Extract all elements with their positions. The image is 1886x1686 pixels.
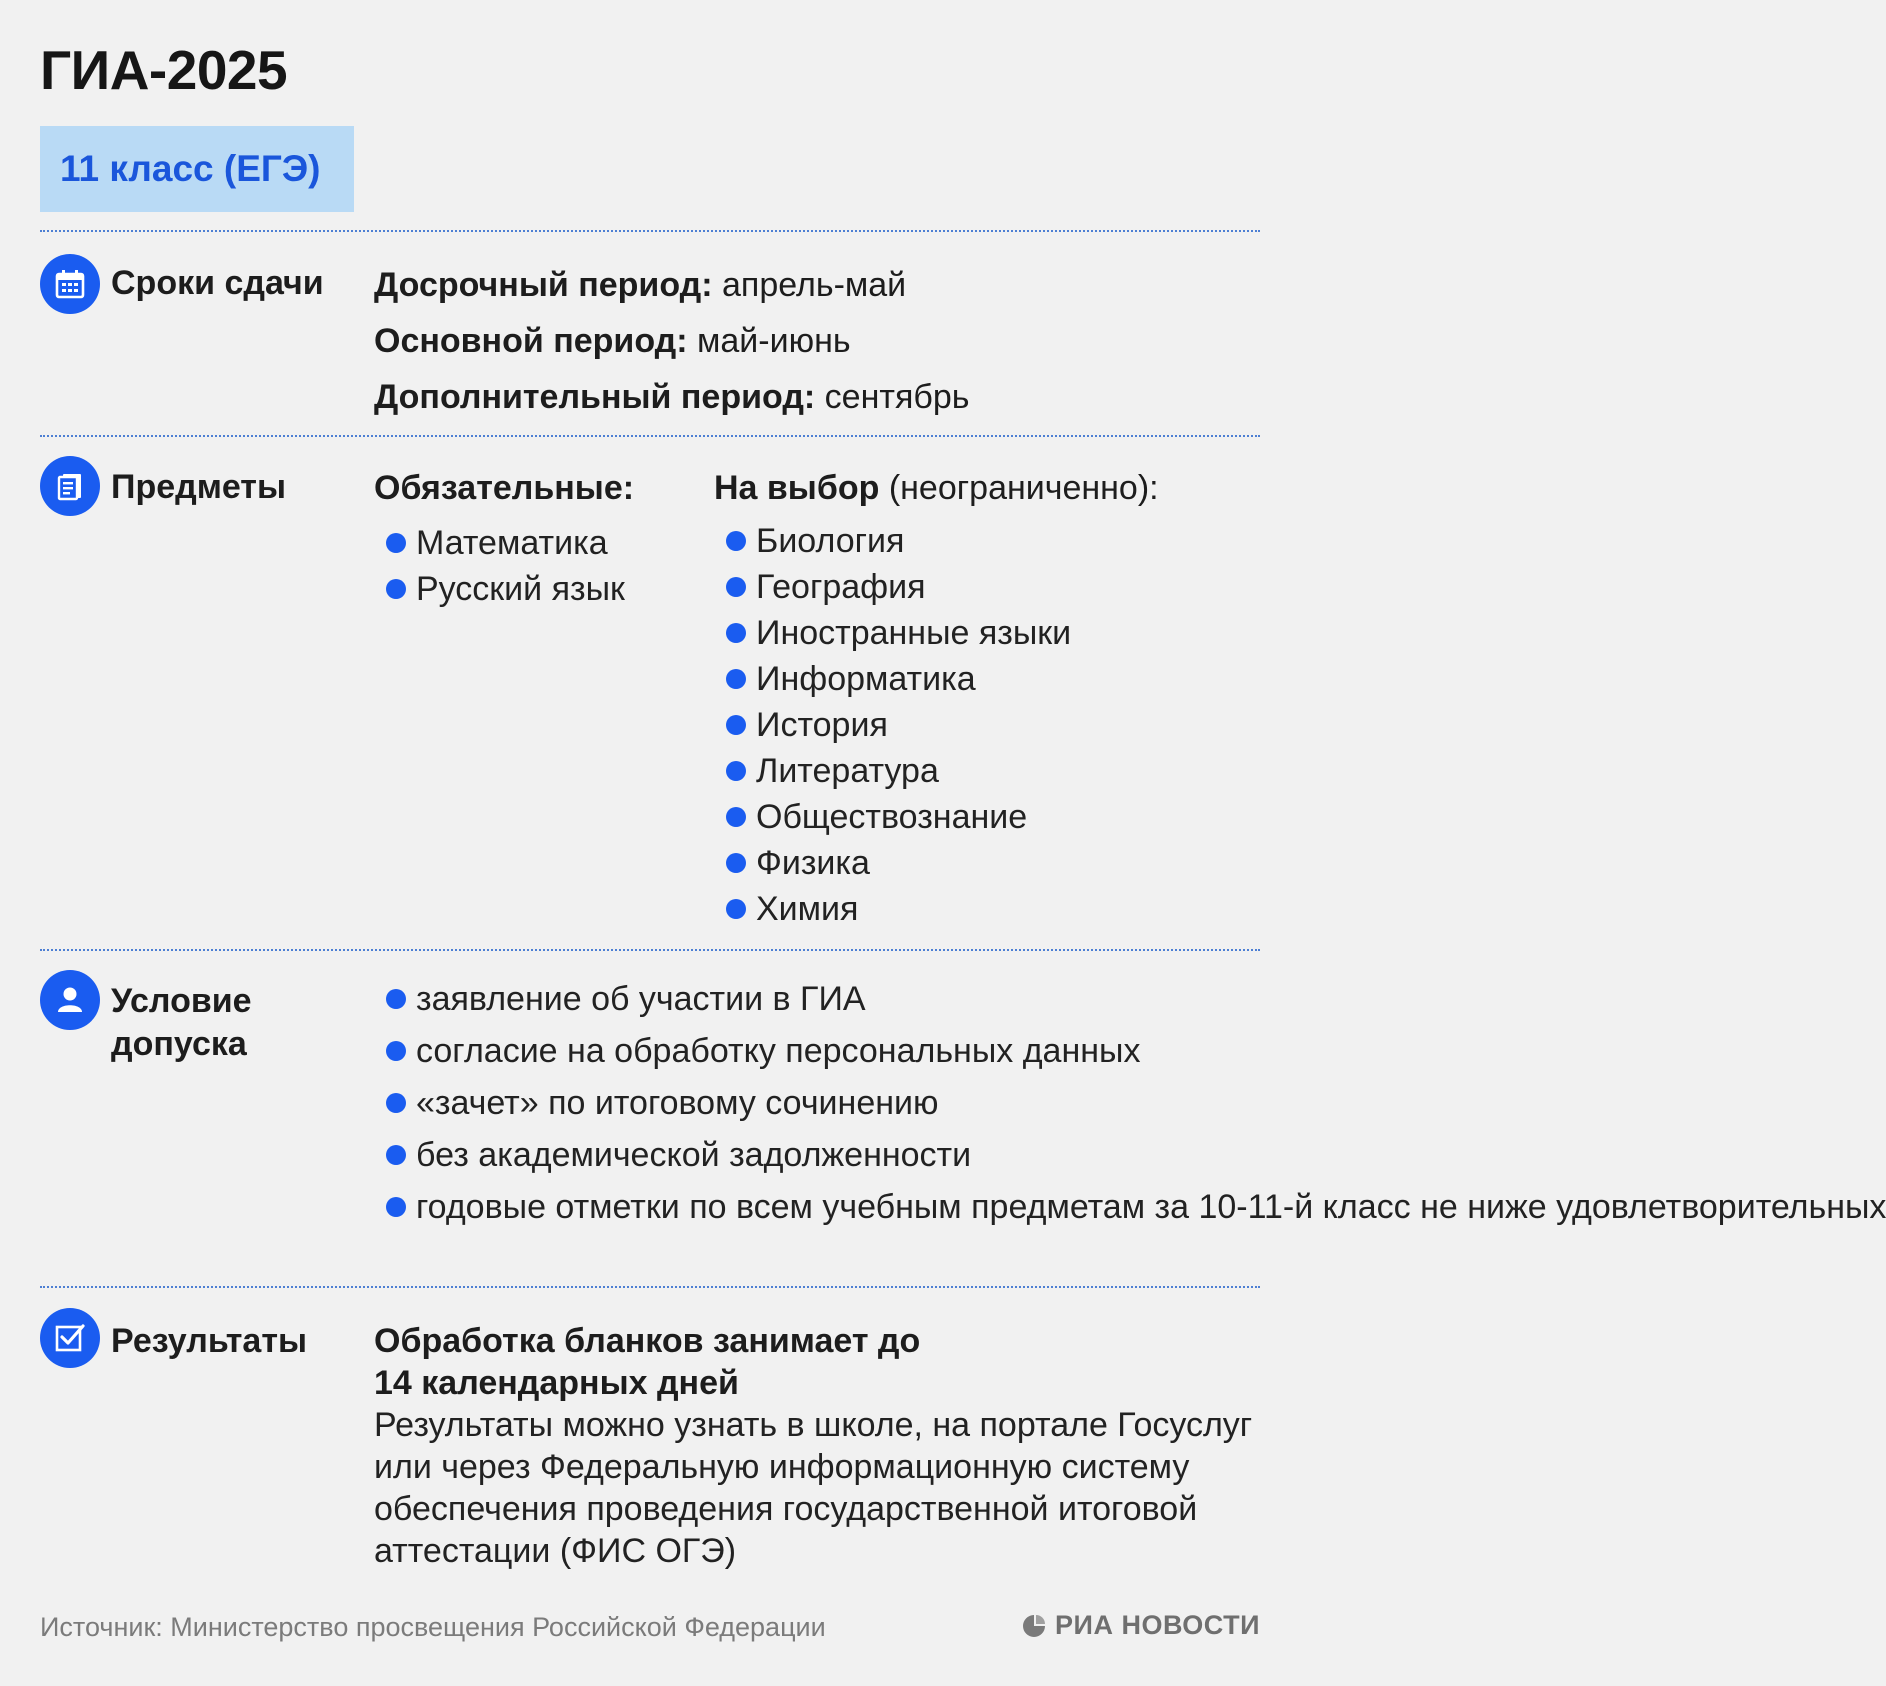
mandatory-heading: Обязательные: xyxy=(374,469,635,507)
bullet xyxy=(386,533,406,553)
bullet xyxy=(726,761,746,781)
list-item: Русский язык xyxy=(374,566,625,612)
list-item: География xyxy=(714,564,1071,610)
period-additional: Дополнительный период: сентябрь xyxy=(374,378,970,416)
ria-logo-icon xyxy=(1021,1613,1047,1639)
section-label-subjects: Предметы xyxy=(111,468,286,506)
results-text: Результаты можно узнать в школе, на портале Госуслуг или через Федеральную информационную систему обеспечения проведения государственной итоговой аттестации (ФИС ОГЭ) xyxy=(374,1406,1253,1570)
checkbox-icon xyxy=(40,1308,100,1368)
bullet xyxy=(386,579,406,599)
source-note: Источник: Министерство просвещения Российской Федерации xyxy=(40,1612,826,1642)
list-item: без академической задолженности xyxy=(374,1134,1214,1176)
bullet xyxy=(726,531,746,551)
grade-badge: 11 класс (ЕГЭ) xyxy=(40,126,354,212)
divider xyxy=(40,949,1260,951)
list-item: Иностранные языки xyxy=(714,610,1071,656)
list-item: заявление об участии в ГИА xyxy=(374,978,1214,1020)
optional-list xyxy=(714,518,1071,932)
period-main: Основной период: май-июнь xyxy=(374,322,851,360)
section-label-results: Результаты xyxy=(111,1322,308,1360)
results-headline: Обработка бланков занимает до 14 календарных дней xyxy=(374,1322,921,1402)
list-item: Математика xyxy=(374,520,625,566)
period-early: Досрочный период: апрель-май xyxy=(374,266,907,304)
list-item: Физика xyxy=(714,840,1071,886)
bullet xyxy=(726,623,746,643)
section-label-admission: Условие допуска xyxy=(111,982,252,1063)
bullet xyxy=(726,669,746,689)
list-item: Информатика xyxy=(714,656,1071,702)
optional-heading: На выбор (неограниченно): xyxy=(714,469,1159,507)
section-label-terms: Сроки сдачи xyxy=(111,264,324,302)
bullet xyxy=(386,989,406,1009)
bullet xyxy=(386,1145,406,1165)
list-item: годовые отметки по всем учебным предметам за 10-11-й класс не ниже удовлетворительных xyxy=(374,1186,1176,1228)
list-item: Литература xyxy=(714,748,1071,794)
bullet xyxy=(386,1041,406,1061)
admission-list xyxy=(374,978,1886,1238)
list-item: Биология xyxy=(714,518,1071,564)
bullet xyxy=(726,577,746,597)
ria-logo: РИА НОВОСТИ xyxy=(1021,1610,1260,1641)
bullet xyxy=(726,807,746,827)
list-item: Химия xyxy=(714,886,1071,932)
list-item: Обществознание xyxy=(714,794,1071,840)
list-item: согласие на обработку персональных данных xyxy=(374,1030,1214,1072)
bullet xyxy=(726,715,746,735)
page-title: ГИА-2025 xyxy=(40,39,288,101)
divider xyxy=(40,435,1260,437)
bullet xyxy=(386,1093,406,1113)
divider xyxy=(40,1286,1260,1288)
calendar-icon xyxy=(40,254,100,314)
document-icon xyxy=(40,456,100,516)
user-icon xyxy=(40,970,100,1030)
list-item: История xyxy=(714,702,1071,748)
bullet xyxy=(726,899,746,919)
bullet xyxy=(726,853,746,873)
bullet xyxy=(386,1197,406,1217)
divider xyxy=(40,230,1260,232)
mandatory-list xyxy=(374,520,625,612)
list-item: «зачет» по итоговому сочинению xyxy=(374,1082,1214,1124)
